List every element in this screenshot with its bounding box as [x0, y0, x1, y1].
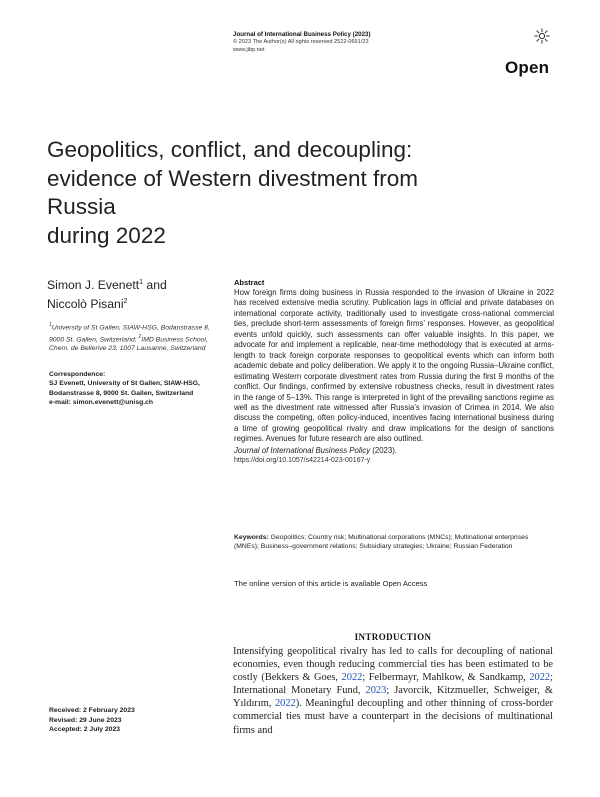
affiliation-2-mark: 2	[138, 333, 142, 340]
abstract-heading: Abstract	[234, 278, 265, 287]
open-access-label: Open	[505, 58, 550, 77]
introduction-text	[233, 645, 553, 737]
copyright-line: © 2023 The Author(s) All rights reserved 2522-0691/23	[233, 39, 369, 45]
title-line-3: during 2022	[47, 222, 166, 248]
author-list	[47, 275, 227, 312]
correspondence-email[interactable]: e-mail: simon.evenett@unisg.ch	[49, 399, 154, 407]
title-line-1: Geopolitics, conflict, and decoupling:	[47, 137, 413, 162]
title-line-2: evidence of Western divestment from Russia	[47, 165, 418, 219]
author-2-name: Niccolò Pisani	[47, 296, 124, 311]
reference-link[interactable]: 2022	[341, 672, 363, 684]
author-and: and	[143, 278, 167, 293]
affiliation-1-text: University of St Gallen, SIAW-HSG, Bodanstrasse 8, 9000 St. Gallen, Switzerland;	[49, 324, 210, 343]
author-1-name: Simon J. Evenett	[47, 278, 140, 293]
intro-text-segment: ; International Monetary Fund,	[233, 672, 553, 697]
article-dates	[49, 706, 219, 735]
open-access-note: The online version of this article is available Open Access	[234, 579, 428, 588]
citation-year: (2023).	[370, 445, 397, 455]
abstract-text: How foreign firms doing business in Russia responded to the invasion of Ukraine in 2022 has received extensive media scrutiny. Publication lags in official and private databases on international corporate activity, traditionally used to investigate cross-national commercial ties, preclude short-term assessments of foreign firms’ responses. However, as geopolitical events unfold quickly, such assessments can offer valuable insights. In this paper, we advocate for and implement a replicable, near-time methodology that is executed at arms-length to track foreign corporate responses to geopolitical events which can inform both academic debate and policy deliberation. We apply it to the ongoing Russia–Ukraine conflict, estimating Western corporate divestment rates from Russia during the first 9 months of the conflict. Our findings, confirmed by extensive robustness checks, result in divestment rates in the range of 5–13%. This range is interpreted in light of the prevailing sanctions regime as well as the divestment rate witnessed after Russia’s invasion of Crimea in 2014. We also discuss the competing, often policy-induced, incentives facing international business during a time of growing geopolitical rivalry and draw implications for the design of sanctions regimes. Avenues for future research are also outlined.	[234, 288, 554, 444]
author-1-affiliation-mark: 1	[139, 279, 144, 286]
reference-link[interactable]: 2023	[365, 685, 387, 697]
affiliations	[49, 321, 221, 354]
correspondence-block	[49, 370, 224, 408]
keywords-list: Geopolitics; Country risk; Multinational corporations (MNCs); Multinational enterprises (MNEs); Business–government relations; Subsidiary strategies; Ukraine; Russian Federation	[234, 534, 529, 550]
intro-text-segment: ; Javorcik, Kitzmueller, Schweiger, & Yıldırım,	[233, 685, 553, 710]
affiliation-2-text: IMD Business School, Chem. de Bellerive 23, 1007 Lausanne, Switzerland	[49, 335, 208, 353]
intro-text-segment: Intensifying geopolitical rivalry has led to calls for decoupling of national economies, even though reducing commercial ties has been estimated to be costly (Bekkers & Goes,	[233, 646, 553, 684]
journal-name: Journal of International Business Policy (2023)	[233, 31, 371, 38]
correspondence-heading: Correspondence:	[49, 371, 106, 378]
abstract-section	[234, 278, 554, 466]
reference-link[interactable]: 2022	[529, 672, 551, 684]
doi-link[interactable]: https://doi.org/10.1057/s42214-023-00167-y	[234, 457, 371, 465]
intro-text-segment: ). Meaningful decoupling and other thinning of cross-border commercial ties must have a counterpart in the decisions of multinational firms and	[233, 698, 554, 736]
journal-website[interactable]: www.jibp.net	[233, 46, 265, 53]
revised-date: Revised: 29 June 2023	[49, 716, 122, 724]
article-title	[47, 136, 477, 250]
citation	[234, 446, 554, 457]
correspondence-address: SJ Evenett, University of St Gallen, SIAW-HSG, Bodanstrasse 8, 9000 St. Gallen, Switzerland	[49, 380, 200, 397]
journal-logo-icon	[534, 28, 550, 44]
author-2-affiliation-mark: 2	[123, 297, 128, 305]
journal-header	[233, 31, 563, 54]
reference-link[interactable]: 2022	[274, 698, 296, 710]
keywords-label: Keywords:	[234, 534, 269, 541]
received-date: Received: 2 February 2023	[49, 707, 135, 714]
intro-text-segment: ; Felbermayr, Mahlkow, & Sandkamp,	[362, 672, 530, 684]
affiliation-1-mark: 1	[49, 322, 52, 328]
keywords	[234, 533, 554, 551]
citation-journal-name: Journal of International Business Policy	[234, 445, 371, 455]
introduction-heading: INTRODUCTION	[354, 632, 432, 642]
accepted-date: Accepted: 2 July 2023	[49, 726, 121, 733]
